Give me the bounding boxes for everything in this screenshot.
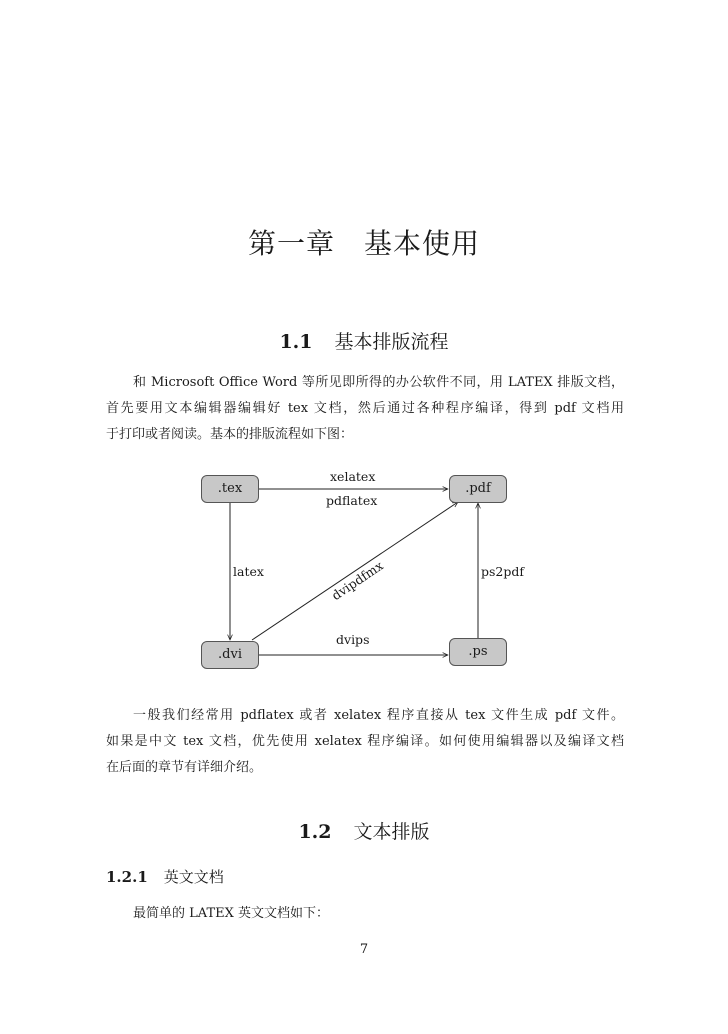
paragraph-line: 在后面的章节有详细介绍。 [106,760,263,775]
section-title-text: 文本排版 [353,821,430,843]
section-heading-1-2 [0,817,728,844]
subsection-heading-1-2-1 [106,866,224,887]
edge-label-ps2pdf: ps2pdf [481,564,524,579]
node-tex: .tex [201,475,259,503]
edge-label-dvips: dvips [336,632,370,647]
page-number: 7 [359,942,369,957]
node-pdf: .pdf [449,475,507,503]
subsection-number: 1.2.1 [106,868,148,886]
subsection-title-text: 英文文档 [163,868,224,886]
chapter-title: 第一章 基本使用 [247,227,480,260]
section-title-text: 基本排版流程 [334,331,449,353]
edge-label-xelatex: xelatex [330,469,376,484]
edge-label-latex: latex [233,564,264,579]
paragraph-line: 一般我们经常用 pdflatex 或者 xelatex 程序直接从 tex 文件生成 pdf 文件。 [133,708,624,723]
paragraph-english-doc [106,901,624,927]
paragraph-line: 如果是中文 tex 文档，优先使用 xelatex 程序编译。如何使用编辑器以及编译文档 [106,734,624,749]
paragraph-summary [106,703,624,781]
paragraph-line: 首先要用文本编辑器编辑好 tex 文档，然后通过各种程序编译，得到 pdf 文档用 [106,401,624,416]
section-number: 1.2 [298,821,332,843]
node-dvi: .dvi [201,641,259,669]
paragraph-line: 和 Microsoft Office Word 等所见即所得的办公软件不同，用 LATEX 排版文档， [133,375,624,390]
paragraph-line: 于打印或者阅读。基本的排版流程如下图： [106,427,354,442]
paragraph-line: 最简单的 LATEX 英文文档如下： [133,906,329,921]
edge-label-dvipdfmx: dvipdfmx [328,557,386,604]
node-ps: .ps [449,638,507,666]
edge-dvi-pdf [252,502,458,640]
edge-label-pdflatex: pdflatex [326,493,378,508]
section-number: 1.1 [279,331,313,353]
